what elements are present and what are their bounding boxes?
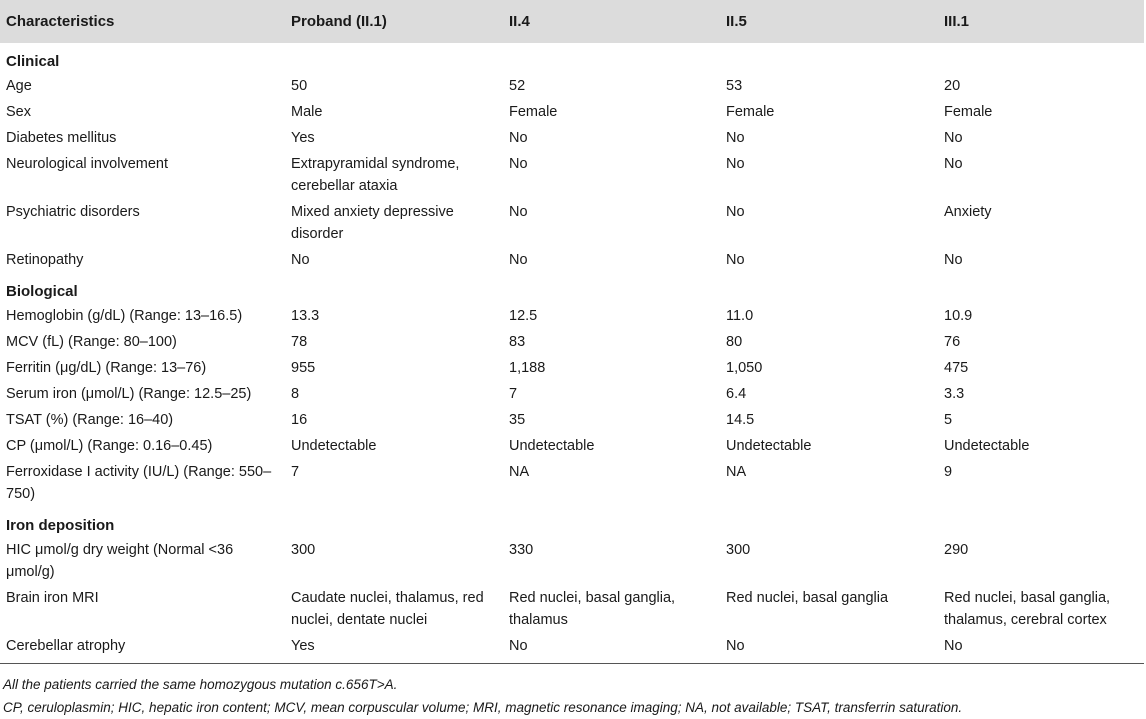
- cell-proband: 7: [291, 464, 300, 480]
- cell-proband: Undetectable: [291, 438, 377, 454]
- cell-ii5: No: [726, 156, 745, 172]
- row-label: Sex: [6, 104, 31, 120]
- cell-ii4: No: [503, 633, 720, 664]
- cell-iii1: 9: [944, 464, 953, 480]
- header-ii4: II.4: [509, 13, 530, 30]
- table-row: [0, 329, 1144, 355]
- table-row: [0, 247, 1144, 273]
- row-label: Retinopathy: [6, 252, 84, 268]
- row-label: MCV (fL) (Range: 80–100): [6, 334, 177, 350]
- cell-ii4: No: [509, 204, 528, 220]
- table-row: [0, 633, 1144, 664]
- section-title: Clinical: [6, 53, 60, 70]
- cell-ii5: 53: [726, 78, 743, 94]
- table-row: [0, 537, 1144, 585]
- row-label: Serum iron (μmol/L) (Range: 12.5–25): [6, 386, 252, 402]
- row-label: Diabetes mellitus: [6, 130, 117, 146]
- row-label: Brain iron MRI: [6, 590, 99, 606]
- cell-proband: No: [291, 252, 310, 268]
- cell-iii1: 290: [944, 542, 969, 558]
- cell-iii1: 10.9: [944, 308, 973, 324]
- cell-ii4: No: [509, 252, 528, 268]
- cell-ii5: 11.0: [726, 308, 754, 324]
- row-label: Ferritin (μg/dL) (Range: 13–76): [6, 360, 207, 376]
- section-title: Biological: [6, 283, 78, 300]
- footnote-mutation: All the patients carried the same homozygous mutation c.656T>A.: [3, 677, 398, 692]
- table-row: [0, 433, 1144, 459]
- header-row: [0, 0, 1144, 43]
- table-row: [0, 151, 1144, 199]
- cell-ii5: 1,050: [726, 360, 763, 376]
- cell-iii1: No: [944, 130, 963, 146]
- cell-iii1: Red nuclei, basal ganglia, thalamus, cerebral cortex: [944, 590, 1111, 628]
- row-label: Ferroxidase I activity (IU/L) (Range: 550–750): [6, 464, 272, 502]
- cell-ii5: No: [726, 252, 745, 268]
- cell-iii1: No: [944, 156, 963, 172]
- table-row: [0, 585, 1144, 633]
- cell-ii4: Female: [509, 104, 558, 120]
- cell-proband: 300: [291, 542, 316, 558]
- row-label: Neurological involvement: [6, 156, 168, 172]
- cell-proband: 8: [291, 386, 300, 402]
- section-row-clinical: [0, 43, 1144, 73]
- table-row: [0, 459, 1144, 507]
- header-iii1: III.1: [944, 13, 970, 30]
- cell-ii5: No: [726, 130, 745, 146]
- cell-ii5: NA: [726, 464, 747, 480]
- table-row: [0, 199, 1144, 247]
- cell-proband: 955: [291, 360, 316, 376]
- cell-ii5: No: [726, 204, 745, 220]
- table-row: [0, 381, 1144, 407]
- section-row-iron-deposition: [0, 507, 1144, 537]
- row-label: CP (μmol/L) (Range: 0.16–0.45): [6, 438, 213, 454]
- cell-ii4: NA: [509, 464, 530, 480]
- cell-ii5: 300: [726, 542, 751, 558]
- header-proband: Proband (II.1): [291, 13, 387, 30]
- table-row: [0, 355, 1144, 381]
- cell-proband: Yes: [291, 130, 315, 146]
- cell-proband: Male: [291, 104, 323, 120]
- cell-ii5: 14.5: [726, 412, 755, 428]
- cell-ii4: 52: [509, 78, 526, 94]
- cell-iii1: 76: [944, 334, 961, 350]
- cell-ii4: 330: [509, 542, 534, 558]
- cell-ii5: 80: [726, 334, 743, 350]
- cell-ii4: Red nuclei, basal ganglia, thalamus: [509, 590, 676, 628]
- row-label: HIC μmol/g dry weight (Normal <36 μmol/g): [6, 542, 234, 580]
- cell-proband: 13.3: [291, 308, 320, 324]
- cell-ii4: 12.5: [509, 308, 538, 324]
- cell-iii1: 20: [944, 78, 961, 94]
- cell-iii1: Female: [944, 104, 993, 120]
- cell-iii1: Undetectable: [944, 438, 1030, 454]
- row-label: Hemoglobin (g/dL) (Range: 13–16.5): [6, 308, 243, 324]
- cell-ii4: 1,188: [509, 360, 546, 376]
- table-row: [0, 73, 1144, 99]
- cell-proband: 50: [291, 78, 308, 94]
- cell-ii5: No: [720, 633, 938, 664]
- header-ii5: II.5: [726, 13, 747, 30]
- section-row-biological: [0, 273, 1144, 303]
- cell-ii4: 35: [509, 412, 526, 428]
- cell-ii4: 83: [509, 334, 526, 350]
- cell-ii5: Female: [726, 104, 775, 120]
- cell-ii5: 6.4: [726, 386, 747, 402]
- row-label: Cerebellar atrophy: [0, 633, 285, 664]
- table-row: [0, 125, 1144, 151]
- cell-proband: Caudate nuclei, thalamus, red nuclei, dentate nuclei: [291, 590, 484, 628]
- cell-ii4: No: [509, 156, 528, 172]
- cell-ii5: Undetectable: [726, 438, 812, 454]
- header-characteristics: Characteristics: [6, 13, 115, 30]
- cell-iii1: 3.3: [944, 386, 965, 402]
- cell-iii1: No: [944, 252, 963, 268]
- cell-iii1: 5: [944, 412, 953, 428]
- table-row: [0, 99, 1144, 125]
- row-label: Psychiatric disorders: [6, 204, 140, 220]
- cell-iii1: 475: [944, 360, 969, 376]
- cell-proband: 78: [291, 334, 308, 350]
- cell-proband: Mixed anxiety depressive disorder: [291, 204, 454, 242]
- cell-ii5: Red nuclei, basal ganglia: [726, 590, 889, 606]
- cell-proband: Extrapyramidal syndrome, cerebellar ataxia: [291, 156, 460, 194]
- section-title: Iron deposition: [6, 517, 115, 534]
- cell-proband: Yes: [285, 633, 503, 664]
- table-row: [0, 303, 1144, 329]
- cell-iii1: Anxiety: [944, 204, 992, 220]
- table-row: [0, 407, 1144, 433]
- cell-iii1: No: [938, 633, 1144, 664]
- footnote-abbreviations: CP, ceruloplasmin; HIC, hepatic iron content; MCV, mean corpuscular volume; MRI, magnetic resonance imaging; NA, not available; TSAT, transferrin saturation.: [3, 700, 963, 715]
- cell-ii4: No: [509, 130, 528, 146]
- row-label: TSAT (%) (Range: 16–40): [6, 412, 174, 428]
- cell-ii4: Undetectable: [509, 438, 595, 454]
- cell-ii4: 7: [509, 386, 518, 402]
- row-label: Age: [6, 78, 32, 94]
- cell-proband: 16: [291, 412, 308, 428]
